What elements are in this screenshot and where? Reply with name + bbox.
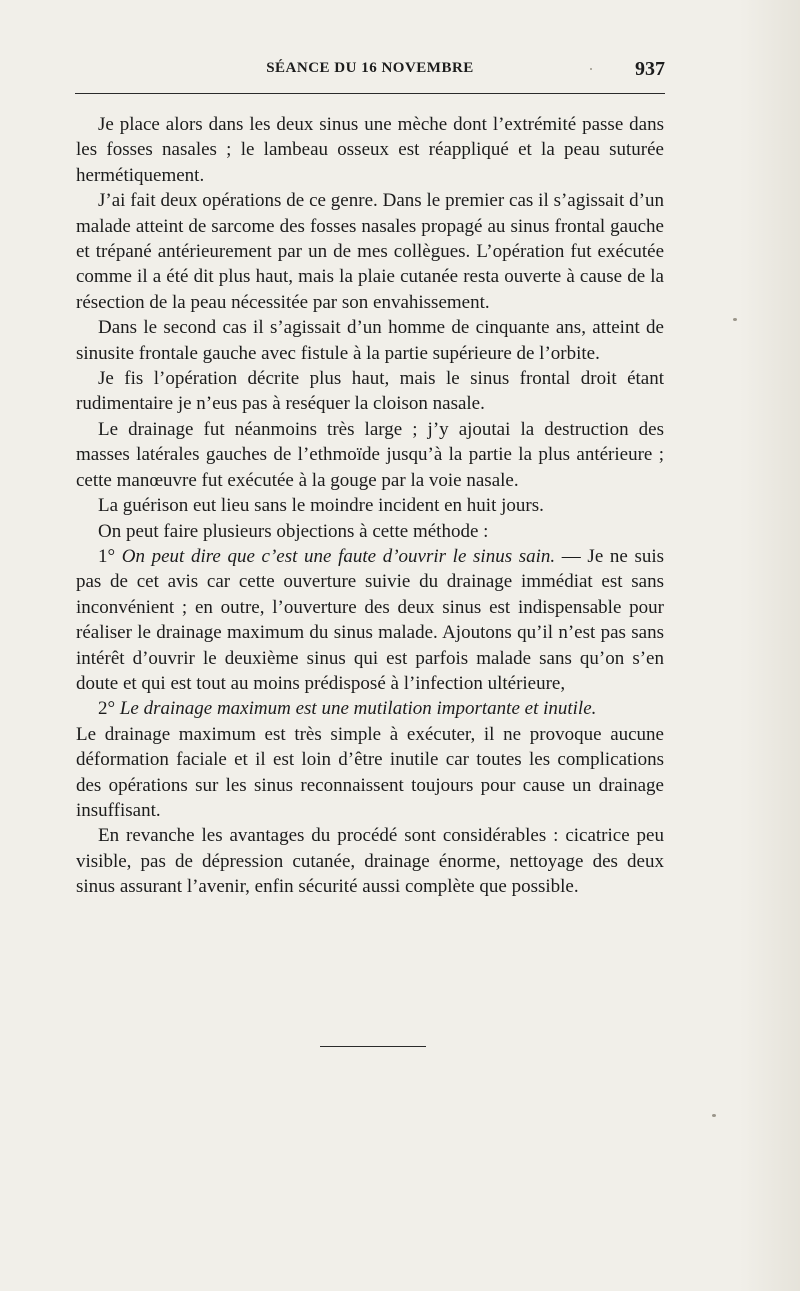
paper-speck — [590, 68, 592, 70]
paragraph: La guérison eut lieu sans le moindre incident en huit jours. — [98, 495, 544, 517]
paragraph: Je fis l’opération décrite plus haut, mais le sinus frontal droit étant rudimentaire je n’eus pas à reséquer la cloison nasale. — [76, 368, 664, 415]
paragraph: J’ai fait deux opérations de ce genre. Dans le premier cas il s’agissait d’un malade atteint de sarcome des fosses nasales propagé au sinus frontal gauche et trépané antérieurement par un de mes collègues. L’opération fut exécutée comme il a été dit plus haut, mais la plaie cutanée resta ouverte à cause de la résection de la peau nécessitée par son envahissement. — [76, 190, 664, 313]
header-rule — [75, 93, 665, 94]
running-title: SÉANCE DU 16 NOVEMBRE — [266, 60, 474, 76]
page-edge-shadow — [740, 0, 800, 1291]
section-end-rule — [320, 1046, 426, 1047]
paragraph: Dans le second cas il s’agissait d’un homme de cinquante ans, atteint de sinusite frontale gauche avec fistule à la partie supérieure de l’orbite. — [76, 317, 664, 364]
paper-speck — [712, 1114, 716, 1117]
objection-1-text: — Je ne suis pas de cet avis car cette ouverture suivie du drainage immédiat est sans inconvénient ; en outre, l’ouverture des deux sinus est indispensable pour réaliser le drainage maximum du sinus malade. Ajoutons qu’il n’est pas sans intérêt d’ouvrir le deuxième sinus qui est parfois malade sans qu’on s’en doute et qui est tout au moins prédisposé à l’infection ultérieure, — [76, 545, 665, 694]
objection-2-number: 2° — [98, 698, 116, 720]
objection-2-title: Le drainage maximum est une mutilation importante et inutile. — [119, 698, 597, 720]
objection-1 — [76, 544, 664, 696]
objection-1-number: 1° — [98, 545, 116, 567]
page-number: 937 — [635, 58, 665, 80]
paper-speck — [733, 318, 737, 321]
paragraph: Le drainage fut néanmoins très large ; j’y ajoutai la destruction des masses latérales gauches de l’ethmoïde jusqu’à la partie la plus antérieure ; cette manœuvre fut exécutée à la gouge par la voie nasale. — [76, 418, 664, 491]
paragraph: Je place alors dans les deux sinus une mèche dont l’extrémité passe dans les fosses nasales ; le lambeau osseux est réappliqué et la peau suturée hermétiquement. — [76, 114, 664, 186]
page-header — [75, 58, 665, 86]
body-text — [76, 112, 664, 900]
objection-2 — [76, 696, 664, 721]
paragraph: On peut faire plusieurs objections à cette méthode : — [98, 520, 489, 542]
paragraph: En revanche les avantages du procédé sont considérables : cicatrice peu visible, pas de dépression cutanée, drainage énorme, nettoyage des deux sinus assurant l’avenir, enfin sécurité aussi complète que possible. — [76, 825, 664, 898]
objection-1-title: On peut dire que c’est une faute d’ouvrir le sinus sain. — [121, 545, 556, 567]
paragraph: Le drainage maximum est très simple à exécuter, il ne provoque aucune déformation faciale et il est loin d’être inutile car toutes les complications des opérations sur les sinus reconnaissent toujours pour cause un drainage insuffisant. — [76, 723, 664, 821]
